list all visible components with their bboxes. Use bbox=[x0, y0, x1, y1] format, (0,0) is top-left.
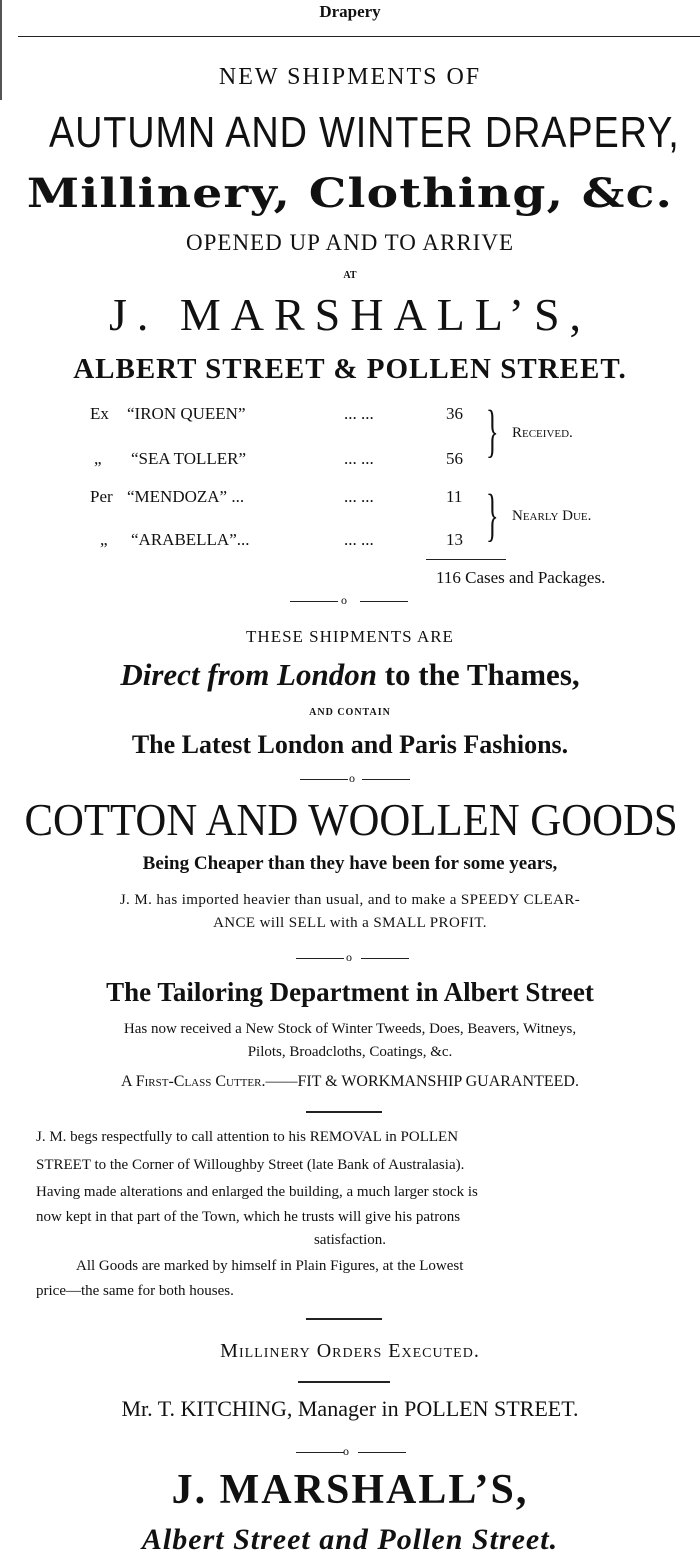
shipment-count: 56 bbox=[446, 449, 463, 468]
goods-subheading: Being Cheaper than they have been for some years, bbox=[142, 853, 558, 874]
total-rule bbox=[426, 559, 506, 560]
headline-line3: Millinery, Clothing, &c. bbox=[26, 170, 674, 217]
shipments-direct bbox=[0, 657, 700, 693]
section-rule bbox=[306, 1111, 382, 1113]
header-rule bbox=[18, 36, 700, 37]
shipment-name: “SEA TOLLER” bbox=[131, 449, 247, 468]
removal-line3: Having made alterations and enlarged the building, a much larger stock is bbox=[36, 1184, 478, 1200]
section-rule bbox=[298, 1381, 390, 1383]
shipment-dots: ... ... bbox=[344, 530, 374, 549]
shipment-prefix: „ bbox=[100, 530, 108, 549]
footer-name: J. MARSHALL’S, bbox=[171, 1467, 529, 1513]
shipments-intro: THESE SHIPMENTS ARE bbox=[246, 627, 454, 646]
brace-received: } bbox=[486, 398, 499, 463]
section-rule bbox=[306, 1318, 382, 1320]
shipment-prefix: Per bbox=[90, 487, 113, 506]
fashions-line: The Latest London and Paris Fashions. bbox=[131, 730, 569, 759]
shipment-prefix: „ bbox=[94, 449, 102, 468]
tailoring-heading: The Tailoring Department in Albert Street bbox=[106, 977, 594, 1007]
status-received: Received. bbox=[512, 425, 573, 441]
merchant-name: J. MARSHALL’S, bbox=[108, 289, 592, 340]
shipment-name: “IRON QUEEN” bbox=[127, 404, 246, 423]
shipment-prefix: Ex bbox=[90, 404, 109, 423]
first-class-cutter: A First-Class Cutter. bbox=[121, 1073, 266, 1090]
and-contain: AND CONTAIN bbox=[309, 707, 391, 718]
footer-address: Albert Street and Pollen Street. bbox=[141, 1523, 559, 1556]
ornament-divider: o bbox=[0, 951, 700, 965]
direct-from-london: Direct from London bbox=[120, 657, 377, 692]
goods-text-line2: ANCE will SELL with a SMALL PROFIT. bbox=[213, 915, 487, 931]
section-title: Drapery bbox=[319, 2, 381, 21]
removal-line4: now kept in that part of the Town, which he trusts will give his patrons bbox=[36, 1209, 461, 1225]
removal-line2: STREET to the Corner of Willoughby Street (late Bank of Australasia). bbox=[36, 1157, 465, 1173]
ornament-divider: o bbox=[0, 772, 700, 786]
headline-line2: AUTUMN AND WINTER DRAPERY, bbox=[49, 108, 680, 157]
shipment-count: 13 bbox=[446, 530, 463, 549]
shipment-dots: ... ... bbox=[344, 487, 374, 506]
removal-line7: price—the same for both houses. bbox=[36, 1283, 234, 1299]
headline-line4: OPENED UP AND TO ARRIVE bbox=[186, 230, 514, 255]
status-nearly-due: Nearly Due. bbox=[512, 508, 592, 524]
fit-workmanship: ——FIT & WORKMANSHIP GUARANTEED. bbox=[265, 1073, 579, 1090]
brace-nearly-due: } bbox=[486, 482, 499, 547]
ornament-divider: o bbox=[0, 594, 700, 608]
goods-text-line1: J. M. has imported heavier than usual, and to make a SPEEDY CLEAR- bbox=[119, 892, 581, 908]
removal-line5: satisfaction. bbox=[313, 1232, 387, 1248]
shipment-name: “MENDOZA” ... bbox=[127, 487, 245, 506]
shipment-name: “ARABELLA”... bbox=[131, 530, 250, 549]
removal-line6: All Goods are marked by himself in Plain Figures, at the Lowest bbox=[76, 1258, 464, 1274]
shipment-dots: ... ... bbox=[344, 404, 374, 423]
manager-line: Mr. T. KITCHING, Manager in POLLEN STREET. bbox=[121, 1396, 579, 1421]
to-the-thames: to the Thames, bbox=[384, 657, 580, 692]
headline-line5: AT bbox=[343, 270, 357, 281]
tailoring-line2: Pilots, Broadcloths, Coatings, &c. bbox=[247, 1044, 453, 1060]
millinery-orders: Millinery Orders Executed. bbox=[220, 1340, 480, 1362]
tailoring-line3 bbox=[0, 1073, 700, 1091]
shipment-dots: ... ... bbox=[344, 449, 374, 468]
total-line: 116 Cases and Packages. bbox=[436, 568, 606, 587]
shipment-count: 36 bbox=[446, 404, 463, 423]
headline-line1: NEW SHIPMENTS OF bbox=[218, 64, 482, 90]
goods-heading: COTTON AND WOOLLEN GOODS bbox=[24, 794, 678, 845]
merchant-address: ALBERT STREET & POLLEN STREET. bbox=[73, 353, 627, 385]
tailoring-line1: Has now received a New Stock of Winter Tweeds, Does, Beavers, Witneys, bbox=[123, 1021, 577, 1037]
removal-line1: J. M. begs respectfully to call attention to his REMOVAL in POLLEN bbox=[36, 1129, 459, 1145]
ornament-divider: o bbox=[0, 1445, 700, 1459]
shipment-count: 11 bbox=[446, 487, 463, 506]
